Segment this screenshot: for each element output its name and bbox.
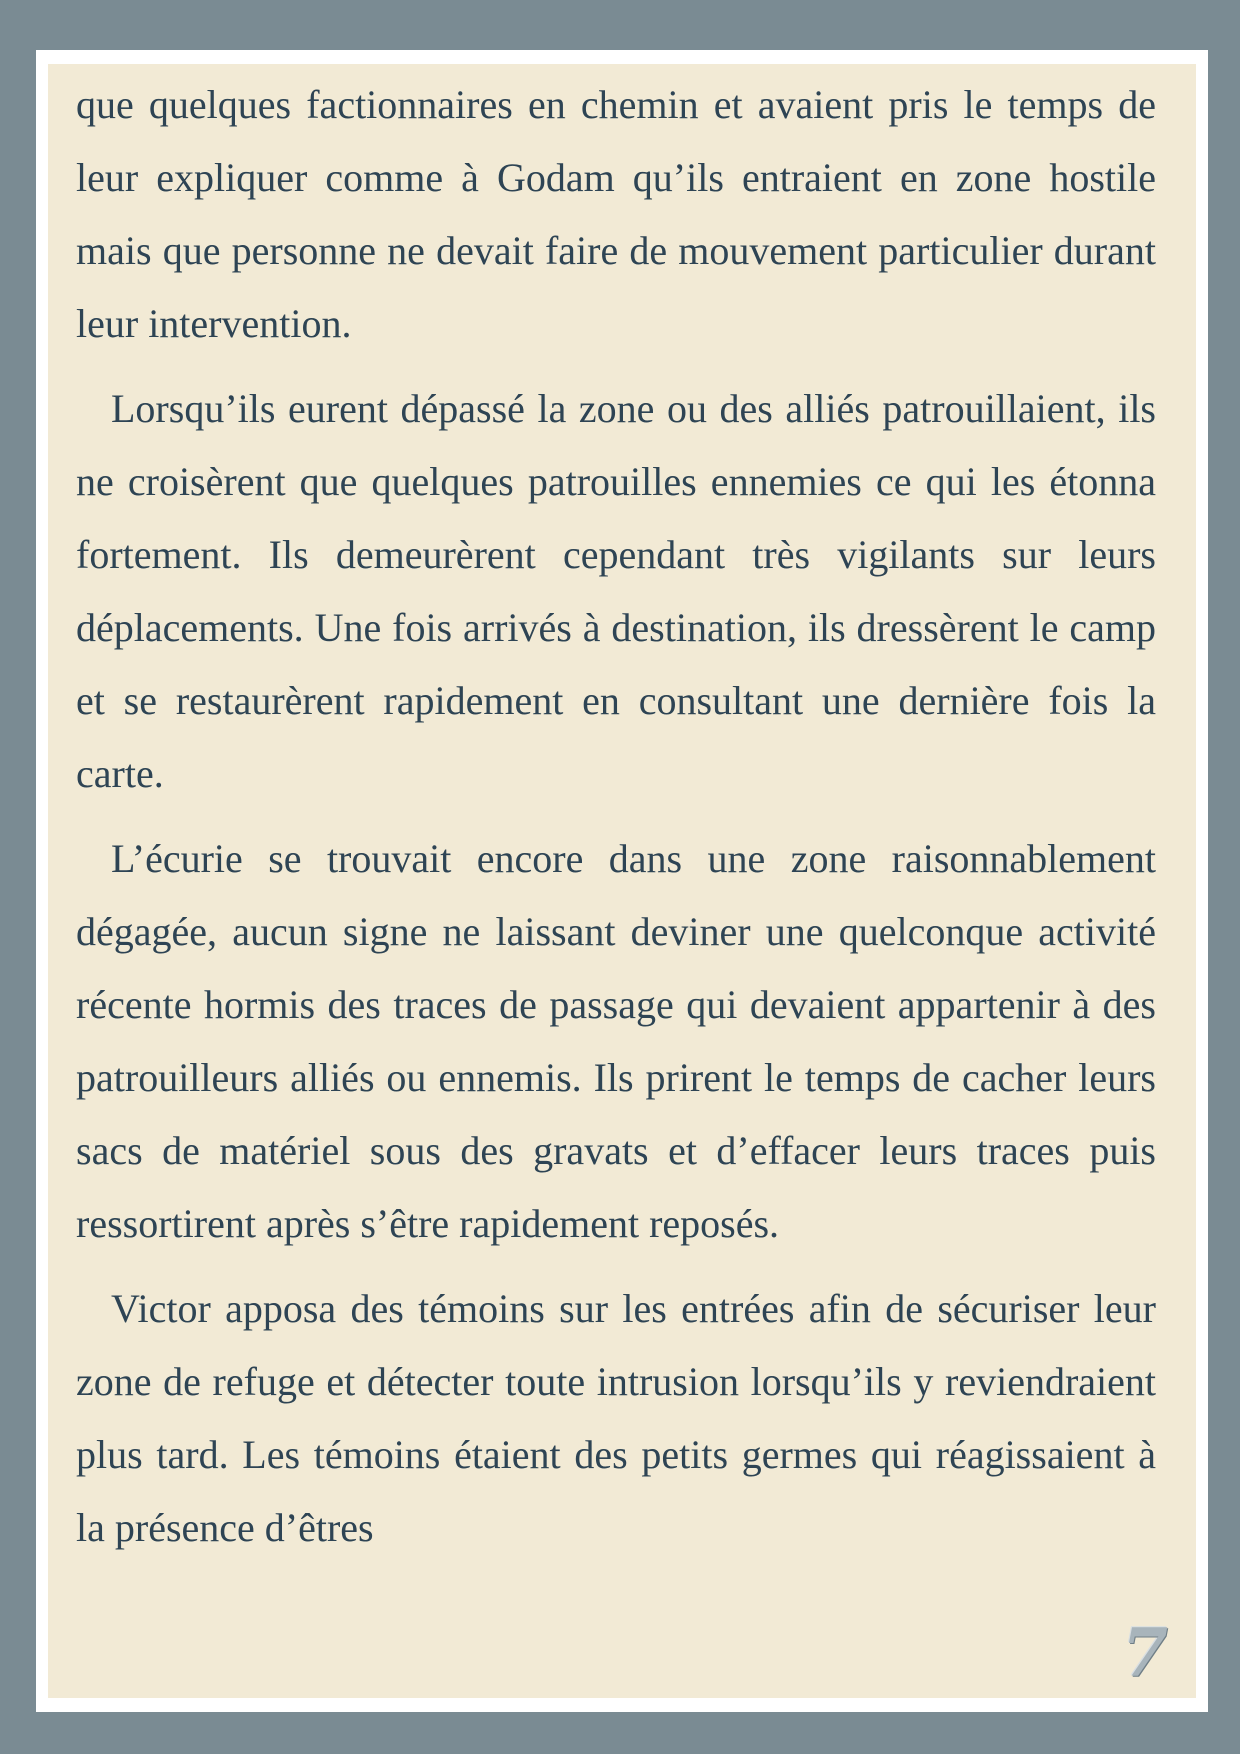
book-page — [48, 64, 1196, 1698]
paragraph-4: Victor apposa des témoins sur les entrées afin de sécuriser leur zone de refuge et détecter toute intrusion lorsqu’ils y reviendraient plus tard. Les témoins étaient des petits germes qui réagissaient à la présence d’êtres — [76, 1286, 1156, 1550]
page-number: 7 — [1122, 1614, 1168, 1692]
paragraph-1: que quelques factionnaires en chemin et avaient pris le temps de leur expliquer comme à Godam qu’ils entraient en zone hostile mais que personne ne devait faire de mouvement particulier durant leur intervention. — [76, 82, 1156, 346]
body-text — [76, 68, 1156, 1564]
paragraph-3: L’écurie se trouvait encore dans une zone raisonnablement dégagée, aucun signe ne laissant deviner une quelconque activité récente hormis des traces de passage qui devaient appartenir à des patrouilleurs alliés ou ennemis. Ils prirent le temps de cacher leurs sacs de matériel sous des gravats et d’effacer leurs traces puis ressortirent après s’être rapidement reposés. — [76, 836, 1156, 1246]
paragraph-2: Lorsqu’ils eurent dépassé la zone ou des alliés patrouillaient, ils ne croisèrent que quelques patrouilles ennemies ce qui les étonna fortement. Ils demeurèrent cependant très vigilants sur leurs déplacements. Une fois arrivés à destination, ils dressèrent le camp et se restaurèrent rapidement en consultant une dernière fois la carte. — [76, 386, 1156, 796]
